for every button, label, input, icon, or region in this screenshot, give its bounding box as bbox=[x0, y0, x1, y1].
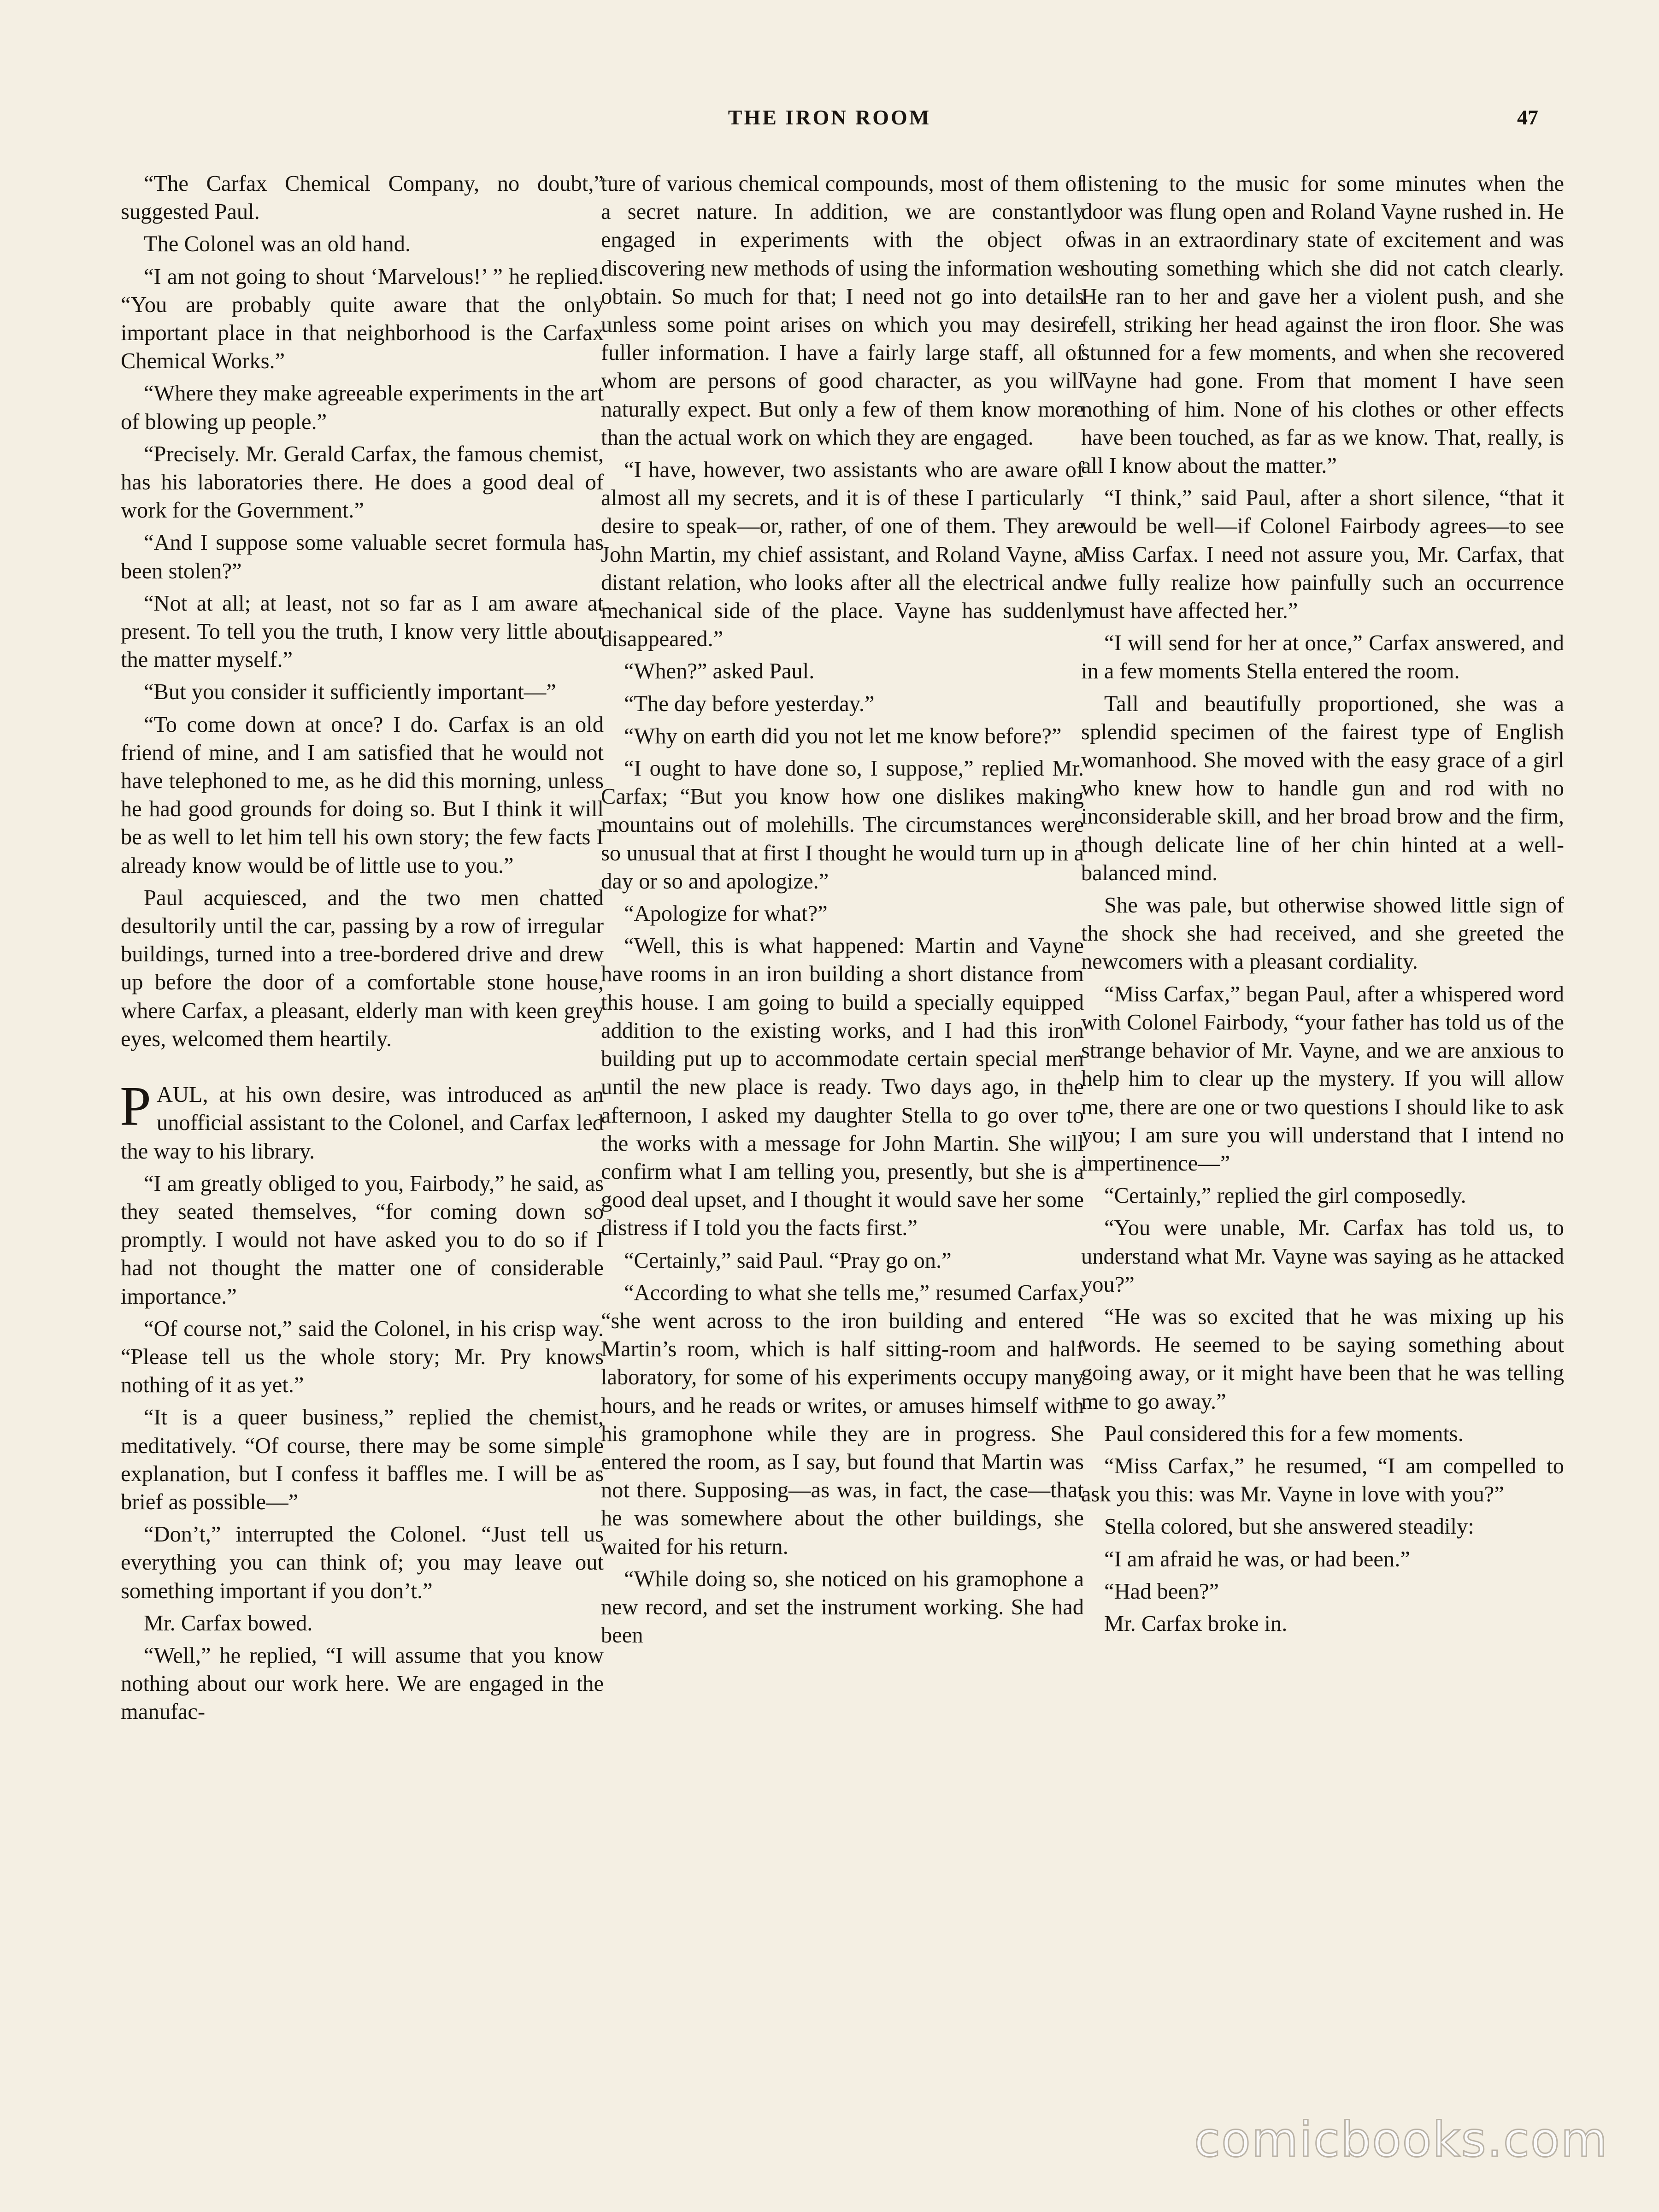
paragraph: “Well, this is what happened: Martin and Vayne have rooms in an iron building a short distance from this house. I am going to build a specially equipped addition to the existing works, and I had this iron building put up to accommodate certain special men until the new place is ready. Two days ago, in the afternoon, I asked my daughter Stella to go over to the works with a message for John Martin. She will confirm what I am telling you, presently, but she is a good deal upset, and I thought it would save her some distress if I told you the facts first.” bbox=[601, 934, 1084, 1241]
paragraph: “The day before yesterday.” bbox=[624, 691, 875, 716]
paragraph: “When?” asked Paul. bbox=[624, 659, 815, 684]
paragraph: “Had been?” bbox=[1104, 1579, 1219, 1604]
paragraph: “Why on earth did you not let me know before?” bbox=[624, 724, 1062, 748]
text-column-2 bbox=[601, 170, 1084, 1653]
running-title: THE IRON ROOM bbox=[728, 106, 931, 129]
text-column-3 bbox=[1081, 170, 1564, 1642]
paragraph: “To come down at once? I do. Carfax is an old friend of mine, and I am satisfied that he would not have telephoned to me, as he did this morning, unless he had good grounds for doing so. But I think it will be as well to let him tell his own story; the few facts I already know would be of little use to you.” bbox=[121, 712, 604, 878]
paragraph: Tall and beautifully proportioned, she was a splendid specimen of the fairest type of English womanhood. She moved with the easy grace of a girl who knew how to handle gun and rod with no inconsiderable skill, and her broad brow and the firm, though delicate line of her chin hinted at a well-balanced mind. bbox=[1081, 691, 1564, 885]
paragraph: “I am not going to shout ‘Marvelous!’ ” he replied. “You are probably quite aware that the only important place in that neighborhood is the Carfax Chemical Works.” bbox=[121, 264, 604, 374]
paragraph: “I am afraid he was, or had been.” bbox=[1104, 1547, 1410, 1571]
paragraph: “While doing so, she noticed on his gramophone a new record, and set the instrument working. She had been bbox=[601, 1566, 1084, 1648]
paragraph: “According to what she tells me,” resumed Carfax, “she went across to the iron building and entered Martin’s room, which is half sitting-room and half laboratory, for some of his experiments occupy many hours, and he reads or writes, or amuses himself with his gramophone while they are in progress. She entered the room, as I say, but found that Martin was not there. Supposing—as was, in fact, the case—that he was somewhere about the other buildings, she waited for his return. bbox=[601, 1280, 1084, 1559]
paragraph: “Certainly,” said Paul. “Pray go on.” bbox=[624, 1248, 952, 1273]
paragraph: “I am greatly obliged to you, Fairbody,” he said, as they seated themselves, “for coming down so promptly. I would not have asked you to do so if I had not thought the matter one of considerable importance.” bbox=[121, 1171, 604, 1309]
paragraph: “Of course not,” said the Colonel, in his crisp way. “Please tell us the whole story; Mr. Pry knows nothing of it as yet.” bbox=[121, 1316, 604, 1398]
paragraph: “I think,” said Paul, after a short silence, “that it would be well—if Colonel Fairbody agrees—to see Miss Carfax. I need not assure you, Mr. Carfax, that we fully realize how painfully such an occurrence must have affected her.” bbox=[1081, 486, 1564, 624]
site-watermark: comicbooks.com bbox=[1194, 2112, 1608, 2168]
paragraph: Paul considered this for a few moments. bbox=[1104, 1421, 1464, 1446]
paragraph: Mr. Carfax broke in. bbox=[1104, 1611, 1288, 1636]
page-number: 47 bbox=[1517, 106, 1538, 129]
section-opening-paragraph bbox=[120, 1075, 604, 1165]
paragraph: “Don’t,” interrupted the Colonel. “Just tell us everything you can think of; you may leave out something important if you don’t.” bbox=[121, 1522, 604, 1603]
paragraph: “And I suppose some valuable secret formula has been stolen?” bbox=[121, 530, 604, 583]
paragraph: “The Carfax Chemical Company, no doubt,” suggested Paul. bbox=[121, 171, 604, 224]
paragraph: The Colonel was an old hand. bbox=[144, 232, 411, 257]
paragraph: She was pale, but otherwise showed little sign of the shock she had received, and she greeted the newcomers with a pleasant cordiality. bbox=[1081, 893, 1564, 974]
paragraph: “I ought to have done so, I suppose,” replied Mr. Carfax; “But you know how one dislikes making mountains out of molehills. The circumstances were so unusual that at first I thought he would turn up in a day or so and apologize.” bbox=[601, 756, 1084, 894]
paragraph: “Miss Carfax,” he resumed, “I am compelled to ask you this: was Mr. Vayne in love with you?” bbox=[1081, 1453, 1564, 1507]
paragraph: “I will send for her at once,” Carfax answered, and in a few moments Stella entered the room. bbox=[1081, 631, 1564, 684]
section-opening-text: AUL, at his own desire, was introduced as an unofficial assistant to the Colonel, and Carfax led the way to his library. bbox=[121, 1082, 604, 1164]
paragraph: “Precisely. Mr. Gerald Carfax, the famous chemist, has his laboratories there. He does a good deal of work for the Government.” bbox=[121, 441, 604, 523]
continued-paragraph: ture of various chemical compounds, most of them of a secret nature. In addition, we are constantly engaged in experiments with the object of discovering new methods of using the information we obtain. So much for that; I need not go into details unless some point arises on which you may desire fuller information. I have a fairly large staff, all of whom are persons of good character, as you will naturally expect. But only a few of them know more than the actual work on which they are engaged. bbox=[601, 171, 1084, 450]
paragraph: “Well,” he replied, “I will assume that you know nothing about our work here. We are engaged in the manufac- bbox=[121, 1643, 604, 1724]
paragraph: Stella colored, but she answered steadily: bbox=[1104, 1514, 1474, 1539]
drop-cap: P bbox=[120, 1075, 151, 1138]
paragraph: Paul acquiesced, and the two men chatted desultorily until the car, passing by a row of irregular buildings, turned into a tree-bordered drive and drew up before the door of a comfortable stone house, where Carfax, a pleasant, elderly man with keen grey eyes, welcomed them heartily. bbox=[121, 885, 604, 1051]
paragraph: “Certainly,” replied the girl composedly. bbox=[1104, 1183, 1466, 1208]
paragraph: “Apologize for what?” bbox=[624, 901, 828, 926]
paragraph: Mr. Carfax bowed. bbox=[144, 1611, 313, 1635]
paragraph: “Where they make agreeable experiments in the art of blowing up people.” bbox=[121, 381, 604, 434]
continued-paragraph: listening to the music for some minutes when the door was flung open and Roland Vayne rushed in. He was in an extraordinary state of excitement and was shouting something which she did not catch clearly. He ran to her and gave her a violent push, and she fell, striking her head against the iron floor. She was stunned for a few moments, and when she recovered Vayne had gone. From that moment I have seen nothing of him. None of his clothes or other effects have been touched, as far as we know. That, really, is all I know about the matter.” bbox=[1081, 171, 1564, 478]
paragraph: “You were unable, Mr. Carfax has told us, to understand what Mr. Vayne was saying as he attacked you?” bbox=[1081, 1216, 1564, 1297]
paragraph: “Miss Carfax,” began Paul, after a whispered word with Colonel Fairbody, “your father has told us of the strange behavior of Mr. Vayne, and we are anxious to help him to clear up the mystery. If you will allow me, there are one or two questions I should like to ask you; I am sure you will understand that I intend no impertinence—” bbox=[1081, 982, 1564, 1176]
paragraph: “But you consider it sufficiently important—” bbox=[144, 680, 556, 705]
paragraph: “Not at all; at least, not so far as I am aware at present. To tell you the truth, I know very little about the matter myself.” bbox=[121, 591, 604, 672]
text-column-1 bbox=[121, 170, 604, 1730]
paragraph: “I have, however, two assistants who are aware of almost all my secrets, and it is of these I particularly desire to speak—or, rather, of one of them. They are John Martin, my chief assistant, and Roland Vayne, a distant relation, who looks after all the electrical and mechanical side of the place. Vayne has suddenly disappeared.” bbox=[601, 458, 1084, 652]
paragraph: “He was so excited that he was mixing up his words. He seemed to be saying something about going away, or it might have been that he was telling me to go away.” bbox=[1081, 1304, 1564, 1414]
paragraph: “It is a queer business,” replied the chemist, meditatively. “Of course, there may be some simple explanation, but I confess it baffles me. I will be as brief as possible—” bbox=[121, 1405, 604, 1514]
